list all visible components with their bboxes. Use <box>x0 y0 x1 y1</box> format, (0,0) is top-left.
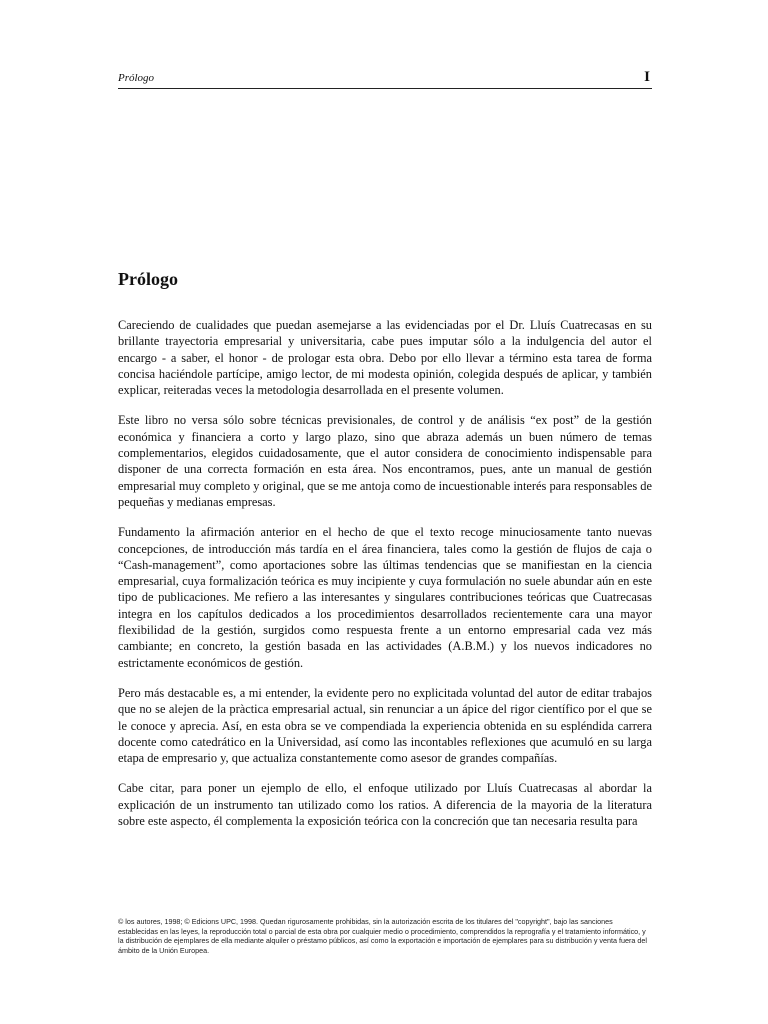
body-text <box>118 317 652 843</box>
paragraph: Este libro no versa sólo sobre técnicas previsionales, de control y de análisis “ex post” de la gestión económica y financiera a corto y largo plazo, sino que abraza además un buen número de temas complementarios, elegidos cuidadosamente, que el autor considera de conocimiento indispensable para disponer de una correcta formación en esta área. Nos encontramos, pues, ante un manual de gestión empresarial muy completo y original, que se me antoja como de incuestionable interés para responsables de pequeñas y medianas empresas. <box>118 413 652 509</box>
copyright-footer: © los autores, 1998; © Edicions UPC, 1998. Quedan rigurosamente prohibidas, sin la autorización escrita de los titulares del "copyright", bajo las sanciones establecidas en las leyes, la reproducción total o parcial de esta obra por cualquier medio o procedimiento, comprendidos la reprografía y el tratamiento informático, y la distribución de ejemplares de ella mediante alquiler o préstamo públicos, así como la exportación e importación de ejemplares para su distribución y venta fuera del ámbito de la Unión Europea. <box>118 917 647 955</box>
header-title: Prólogo <box>118 72 155 84</box>
paragraph: Fundamento la afirmación anterior en el hecho de que el texto recoge minuciosamente tanto nuevas concepciones, de introducción más tardía en el área financiera, tales como la gestión de flujos de caja o “Cash-management”, como aportaciones sobre las últimas tendencias que se manifiestan en la ciencia empresarial, cuya formalización teórica es muy incipiente y cuya formulación no suele abundar aún en este tipo de publicaciones. Me refiero a las interesantes y singulares contribuciones teóricas que Cuatrecasas integra en los capítulos dedicados a los procedimientos desarrollados recientemente cara una mayor flexibilidad de la gestión, surgidos como respuesta frente a un entorno empresarial cada vez más cambiante; en concreto, la gestión basada en las actividades (A.B.M.) y los nuevos indicadores no estrictamente económicos de gestión. <box>118 525 652 670</box>
running-header <box>118 70 652 89</box>
paragraph: Cabe citar, para poner un ejemplo de ello, el enfoque utilizado por Lluís Cuatrecasas al abordar la explicación de un instrumento tan utilizado como los ratios. A diferencia de la mayoria de la literatura sobre este aspecto, él complementa la exposición teórica con la concreción que tan necesaria resulta para <box>118 781 652 829</box>
paragraph: Pero más destacable es, a mi entender, la evidente pero no explicitada voluntad del autor de editar trabajos que no se alejen de la pràctica empresarial actual, sin renunciar a un ápice del rigor científico por el que se le conoce y aprecia. Así, en esta obra se ve compendiada la experiencia obtenida en su espléndida carrera docente como catedrático en la Universidad, así como las incontables reflexiones que acumuló en su larga etapa de empresario y, que actualiza constantemente como asesor de grandes compañías. <box>118 685 652 766</box>
section-title: Prólogo <box>118 269 178 289</box>
page-number: I <box>644 69 650 85</box>
paragraph: Careciendo de cualidades que puedan asemejarse a las evidenciadas por el Dr. Lluís Cuatrecasas en su brillante trayectoria empresarial y universitaria, cabe pues imputar sólo a la indulgencia del autor el encargo - a saber, el honor - de prologar esta obra. Debo por ello llevar a término esta tarea de forma concisa haciéndole partícipe, amigo lector, de mi modesta opinión, colegida después de aplicar, y también explicar, reiteradas veces la metodologia desarrollada en el presente volumen. <box>118 318 652 398</box>
